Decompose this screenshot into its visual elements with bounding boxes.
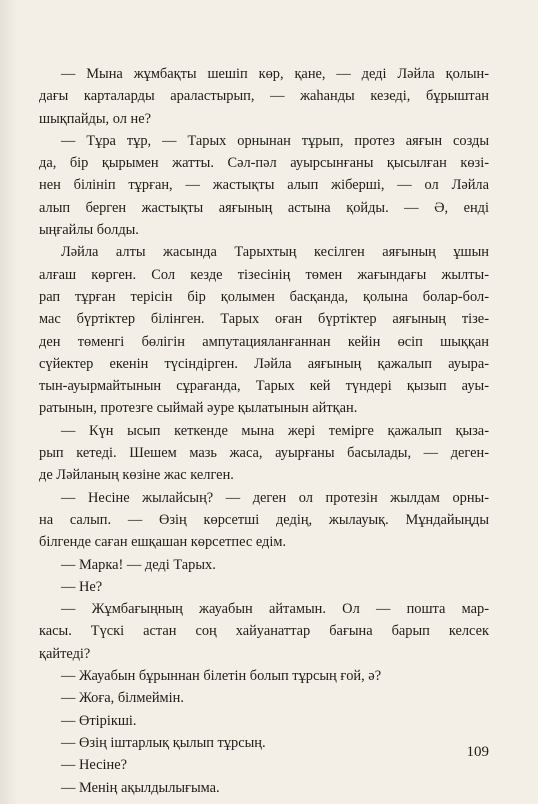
text-line: тын-ауырмайтынын сұрағанда, Тарых кей түндері қызып ауы- (39, 378, 489, 395)
paragraph (39, 130, 489, 241)
paragraph (39, 777, 489, 799)
text-line: — Жұмбағыңның жауабын айтамын. Ол — пошта мар- (61, 601, 489, 618)
text-line: рап тұрған терісін бір қолымен басқанда, қолына болар-бол- (39, 288, 489, 305)
paragraph (39, 241, 489, 419)
text-line: Ләйла алты жасында Тарыхтың кесілген аяғының ұшын (61, 244, 489, 261)
text-line: ден төменгі бөлігін ампутацияланғаннан кейін өсіп шыққан (39, 333, 489, 350)
text-line: — Менің ақылдылығыма. (61, 779, 220, 796)
text-line: да, бір қырымен жатты. Сәл-пәл ауырсынғаны қысылған көзі- (39, 155, 489, 172)
text-line: — Не? (61, 578, 103, 595)
paragraph (39, 576, 489, 598)
text-line: алғаш көрген. Сол кезде тізесінің төмен жағындағы жылты- (39, 266, 489, 283)
text-line: — Жауабын бұрыннан білетін болып тұрсың ғой, ә? (61, 668, 382, 685)
text-line: нен білініп тұрған, — жастықты алып жіберші, — ол Ләйла (39, 177, 489, 194)
text-line: де Ләйланың көзіне жас келген. (39, 467, 234, 484)
paragraph (39, 598, 489, 665)
paragraph (39, 754, 489, 776)
page-number: 109 (466, 744, 489, 760)
text-line: — Жоға, білмеймін. (61, 690, 184, 707)
text-line: — Өтірікші. (61, 712, 137, 729)
text-line: касы. Түскі астан соң хайуанаттар бағына барып келсек (39, 623, 489, 640)
paragraph (39, 710, 489, 732)
text-line: — Несіне жылайсың? — деген ол протезін жылдам орны- (61, 489, 489, 506)
text-line: рып кетеді. Шешем мазь жаса, ауырғаны басылады, — деген- (39, 445, 489, 462)
paragraph (39, 665, 489, 687)
text-line: дағы карталарды араластырып, — жаһанды кезеді, бұрыштан (39, 88, 489, 105)
text-line: — Күн ысып кеткенде мына жері темірге қажалып қыза- (61, 422, 489, 439)
text-line: — Марка! — деді Тарых. (61, 556, 216, 573)
text-line: ыңғайлы болды. (39, 222, 139, 239)
text-line: шықпайды, ол не? (39, 110, 151, 127)
paragraph (39, 420, 489, 487)
paragraph (39, 487, 489, 554)
text-line: ратынын, протезге сыймай әуре қылатынын айтқан. (39, 400, 358, 417)
text-line: — Тұра тұр, — Тарых орнынан тұрып, протез аяғын созды (61, 132, 489, 149)
text-line: сүйектер екенін түсіндірген. Ләйла аяғының қажалып ауыра- (39, 355, 489, 372)
text-line: на салып. — Өзің көрсетші дедің, жылауық. Мұндайыңды (39, 511, 489, 528)
paragraph (39, 63, 489, 130)
text-line: — Мына жұмбақты шешіп көр, қане, — деді Ләйла қолын- (61, 66, 489, 82)
text-line: — Өзің іштарлық қылып тұрсың. (61, 734, 266, 751)
text-line: — Несіне? (61, 757, 127, 774)
paragraph (39, 732, 489, 754)
text-line: қайтеді? (39, 645, 91, 662)
body-text (39, 63, 489, 799)
text-line: мас бүртіктер білінген. Тарых оған бүртіктер аяғының тізе- (39, 311, 489, 328)
text-line: алып берген жастықты аяғының астына қойды. — Ә, енді (39, 199, 489, 216)
text-line: білгенде саған ешқашан көрсетпес едім. (39, 534, 287, 551)
paragraph (39, 554, 489, 576)
paragraph (39, 687, 489, 709)
